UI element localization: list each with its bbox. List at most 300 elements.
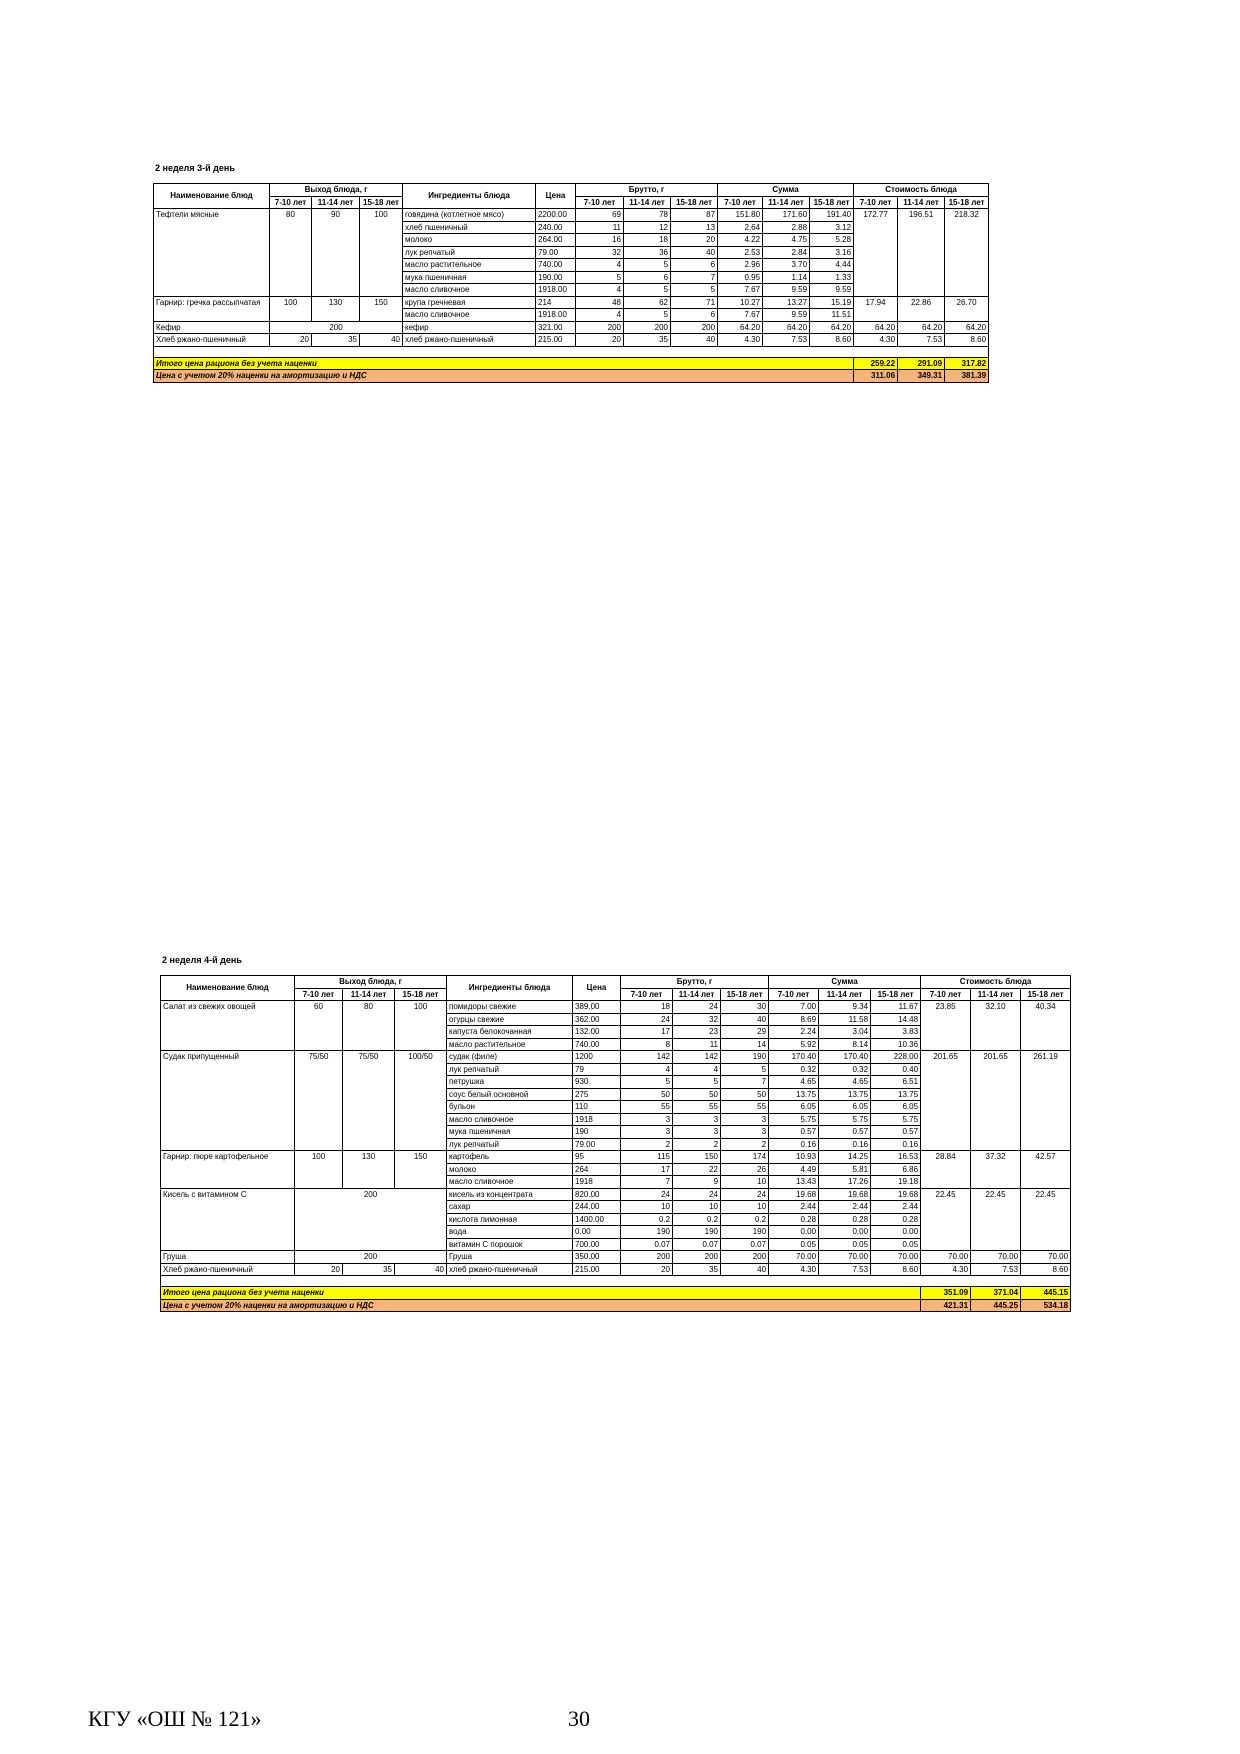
dish-name: Хлеб ржано-пшеничный (154, 334, 270, 347)
sum-value: 0.95 (718, 271, 763, 284)
dish-yield: 200 (295, 1251, 447, 1264)
dish-name: Кефир (154, 321, 270, 334)
dish-cost: 70.00 (921, 1251, 971, 1264)
ingredient-name: хлеб пшеничный (403, 221, 536, 234)
sum-value: 4.49 (769, 1163, 819, 1176)
sum-value: 0.28 (819, 1213, 871, 1226)
sum-value: 7.53 (819, 1263, 871, 1276)
dish-yield: 20 (270, 334, 312, 347)
brutto-value: 4 (576, 309, 624, 322)
ingredient-name: соус белый основной (447, 1088, 573, 1101)
dish-yield: 200 (270, 321, 403, 334)
sum-value: 19.18 (871, 1176, 921, 1189)
brutto-value: 115 (621, 1151, 673, 1164)
brutto-value: 10 (721, 1201, 769, 1214)
sum-value: 4.30 (718, 334, 763, 347)
sum-value: 0.28 (769, 1213, 819, 1226)
ingredient-name: масло сливочное (447, 1113, 573, 1126)
header-age: 11-14 лет (971, 988, 1021, 1001)
header-age: 11-14 лет (898, 196, 945, 209)
ingredient-price: 1918.00 (536, 284, 576, 297)
sum-value: 0.00 (769, 1226, 819, 1239)
dish-cost: 70.00 (1021, 1251, 1071, 1264)
ingredient-price: 79.00 (536, 246, 576, 259)
ingredient-name: кефир (403, 321, 536, 334)
sum-value: 0.16 (871, 1138, 921, 1151)
brutto-value: 0.07 (721, 1238, 769, 1251)
brutto-value: 190 (721, 1226, 769, 1239)
brutto-value: 3 (721, 1113, 769, 1126)
brutto-value: 3 (673, 1126, 721, 1139)
header-age: 15-18 лет (810, 196, 854, 209)
dish-cost: 4.30 (921, 1263, 971, 1276)
sum-value: 16.53 (871, 1151, 921, 1164)
ingredient-price: 79 (573, 1063, 621, 1076)
sum-value: 9.59 (810, 284, 854, 297)
sum-value: 19.68 (769, 1188, 819, 1201)
ingredient-price: 1400.00 (573, 1213, 621, 1226)
brutto-value: 55 (721, 1101, 769, 1114)
dish-cost: 201.65 (971, 1051, 1021, 1151)
brutto-value: 20 (621, 1263, 673, 1276)
sum-value: 3.12 (810, 221, 854, 234)
dish-cost: 64.20 (898, 321, 945, 334)
brutto-value: 20 (576, 334, 624, 347)
sum-value: 0.16 (819, 1138, 871, 1151)
brutto-value: 4 (576, 259, 624, 272)
sum-value: 19.68 (819, 1188, 871, 1201)
total-value: 317.82 (945, 357, 989, 370)
brutto-value: 10 (721, 1176, 769, 1189)
brutto-value: 3 (673, 1113, 721, 1126)
brutto-value: 7 (621, 1176, 673, 1189)
dish-name: Груша (161, 1251, 295, 1264)
brutto-value: 55 (621, 1101, 673, 1114)
header-cost: Стоимость блюда (921, 976, 1071, 989)
dish-cost: 37.32 (971, 1151, 1021, 1189)
ingredient-name: мука пшеничная (447, 1126, 573, 1139)
dish-yield: 80 (270, 209, 312, 297)
brutto-value: 7 (671, 271, 718, 284)
brutto-value: 32 (673, 1013, 721, 1026)
menu-day-4 (160, 955, 1071, 1312)
brutto-value: 22 (673, 1163, 721, 1176)
brutto-value: 5 (624, 309, 671, 322)
dish-name: Хлеб ржано-пшеничный (161, 1263, 295, 1276)
brutto-value: 26 (721, 1163, 769, 1176)
ingredient-name: масло растительное (403, 259, 536, 272)
brutto-value: 200 (624, 321, 671, 334)
brutto-value: 9 (673, 1176, 721, 1189)
brutto-value: 40 (671, 246, 718, 259)
ingredient-price: 2200.00 (536, 209, 576, 222)
sum-value: 4.22 (718, 234, 763, 247)
sum-value: 0.28 (871, 1213, 921, 1226)
menu-table (160, 975, 1071, 1312)
dish-cost: 32.10 (971, 1001, 1021, 1051)
sum-value: 0.57 (769, 1126, 819, 1139)
brutto-value: 40 (721, 1013, 769, 1026)
brutto-value: 23 (673, 1026, 721, 1039)
total-value: 351.09 (921, 1287, 971, 1300)
table-row (154, 321, 989, 334)
sum-value: 9.59 (763, 284, 810, 297)
sum-value: 0.57 (819, 1126, 871, 1139)
table-row (154, 296, 989, 309)
ingredient-name: бульон (447, 1101, 573, 1114)
header-age: 11-14 лет (624, 196, 671, 209)
brutto-value: 200 (671, 321, 718, 334)
brutto-value: 200 (621, 1251, 673, 1264)
brutto-value: 71 (671, 296, 718, 309)
ingredient-price: 264.00 (536, 234, 576, 247)
sum-value: 7.67 (718, 284, 763, 297)
dish-cost: 8.60 (945, 334, 989, 347)
ingredient-price: 95 (573, 1151, 621, 1164)
brutto-value: 29 (721, 1026, 769, 1039)
sum-value: 5.28 (810, 234, 854, 247)
menu-table (153, 183, 989, 383)
sum-value: 2.88 (763, 221, 810, 234)
dish-cost: 218.32 (945, 209, 989, 297)
sum-value: 0.00 (871, 1226, 921, 1239)
day-title: 2 неделя 3-й день (155, 163, 235, 173)
brutto-value: 40 (721, 1263, 769, 1276)
sum-value: 8.14 (819, 1038, 871, 1051)
sum-value: 0.05 (769, 1238, 819, 1251)
brutto-value: 4 (576, 284, 624, 297)
sum-value: 3.04 (819, 1026, 871, 1039)
brutto-value: 24 (673, 1188, 721, 1201)
header-age: 11-14 лет (673, 988, 721, 1001)
sum-value: 14.25 (819, 1151, 871, 1164)
menu-day-3 (153, 163, 989, 383)
total-label: Итого цена рациона без учета наценки (154, 357, 854, 370)
dish-yield: 150 (360, 296, 403, 321)
brutto-value: 0.2 (721, 1213, 769, 1226)
dish-yield: 130 (312, 296, 360, 321)
sum-value: 6.86 (871, 1163, 921, 1176)
sum-value: 5.75 (871, 1113, 921, 1126)
header-age: 15-18 лет (360, 196, 403, 209)
brutto-value: 0.2 (673, 1213, 721, 1226)
ingredient-price: 740.00 (573, 1038, 621, 1051)
sum-value: 11.58 (819, 1013, 871, 1026)
brutto-value: 50 (621, 1088, 673, 1101)
sum-value: 10.93 (769, 1151, 819, 1164)
brutto-value: 6 (671, 259, 718, 272)
brutto-value: 18 (621, 1001, 673, 1014)
brutto-value: 7 (721, 1076, 769, 1089)
table-row (161, 1251, 1071, 1264)
ingredient-name: кислота лимонная (447, 1213, 573, 1226)
brutto-value: 17 (621, 1163, 673, 1176)
sum-value: 19.68 (871, 1188, 921, 1201)
ingredient-price: 240.00 (536, 221, 576, 234)
sum-value: 4.65 (819, 1076, 871, 1089)
brutto-value: 0.2 (621, 1213, 673, 1226)
sum-value: 13.43 (769, 1176, 819, 1189)
dish-cost: 201.65 (921, 1051, 971, 1151)
brutto-value: 30 (721, 1001, 769, 1014)
header-age: 15-18 лет (395, 988, 447, 1001)
header-name: Наименование блюд (161, 976, 295, 1001)
sum-value: 8.60 (810, 334, 854, 347)
dish-yield: 35 (312, 334, 360, 347)
brutto-value: 48 (576, 296, 624, 309)
dish-name: Гарнир: пюре картофельное (161, 1151, 295, 1189)
ingredient-name: капуста белокочанная (447, 1026, 573, 1039)
sum-value: 170.40 (819, 1051, 871, 1064)
dish-yield: 100 (360, 209, 403, 297)
brutto-value: 4 (621, 1063, 673, 1076)
brutto-value: 69 (576, 209, 624, 222)
brutto-value: 17 (621, 1026, 673, 1039)
brutto-value: 87 (671, 209, 718, 222)
ingredient-name: масло растительное (447, 1038, 573, 1051)
dish-cost: 22.45 (1021, 1188, 1071, 1251)
ingredient-name: помидоры свежие (447, 1001, 573, 1014)
sum-value: 8.69 (769, 1013, 819, 1026)
vat-value: 311.06 (854, 370, 898, 383)
sum-value: 2.44 (871, 1201, 921, 1214)
total-value: 371.04 (971, 1287, 1021, 1300)
spacer-row (154, 346, 989, 357)
brutto-value: 4 (673, 1063, 721, 1076)
dish-name: Салат из свежих овощей (161, 1001, 295, 1051)
brutto-value: 2 (721, 1138, 769, 1151)
sum-value: 6.05 (871, 1101, 921, 1114)
header-age: 7-10 лет (576, 196, 624, 209)
ingredient-price: 362.00 (573, 1013, 621, 1026)
ingredient-name: мука пшеничная (403, 271, 536, 284)
brutto-value: 5 (576, 271, 624, 284)
sum-value: 5.75 (769, 1113, 819, 1126)
dish-name: Судак припущенный (161, 1051, 295, 1151)
brutto-value: 16 (576, 234, 624, 247)
ingredient-name: Груша (447, 1251, 573, 1264)
ingredient-name: масло сливочное (403, 284, 536, 297)
vat-value: 421.31 (921, 1299, 971, 1312)
total-label: Итого цена рациона без учета наценки (161, 1287, 921, 1300)
ingredient-price: 214 (536, 296, 576, 309)
dish-cost: 64.20 (945, 321, 989, 334)
brutto-value: 5 (671, 284, 718, 297)
brutto-value: 174 (721, 1151, 769, 1164)
brutto-value: 5 (673, 1076, 721, 1089)
total-value: 445.15 (1021, 1287, 1071, 1300)
header-age: 15-18 лет (671, 196, 718, 209)
dish-cost: 22.86 (898, 296, 945, 321)
brutto-value: 12 (624, 221, 671, 234)
dish-yield: 100/50 (395, 1051, 447, 1151)
sum-value: 2.84 (763, 246, 810, 259)
brutto-value: 40 (671, 334, 718, 347)
header-age: 15-18 лет (1021, 988, 1071, 1001)
header-name: Наименование блюд (154, 184, 270, 209)
dish-yield: 75/50 (343, 1051, 395, 1151)
dish-cost: 42.57 (1021, 1151, 1071, 1189)
sum-value: 64.20 (810, 321, 854, 334)
ingredient-price: 1200 (573, 1051, 621, 1064)
sum-value: 7.53 (763, 334, 810, 347)
dish-name: Тефтели мясные (154, 209, 270, 297)
dish-yield: 35 (343, 1263, 395, 1276)
brutto-value: 190 (721, 1051, 769, 1064)
brutto-value: 3 (721, 1126, 769, 1139)
ingredient-price: 321.00 (536, 321, 576, 334)
ingredient-price: 1918 (573, 1176, 621, 1189)
brutto-value: 3 (621, 1113, 673, 1126)
sum-value: 2.44 (819, 1201, 871, 1214)
sum-value: 191.40 (810, 209, 854, 222)
table-row (161, 1001, 1071, 1014)
sum-value: 5.92 (769, 1038, 819, 1051)
ingredient-name: хлеб ржано-пшеничный (403, 334, 536, 347)
sum-value: 170.40 (769, 1051, 819, 1064)
brutto-value: 35 (673, 1263, 721, 1276)
dish-cost: 26.70 (945, 296, 989, 321)
ingredient-name: петрушка (447, 1076, 573, 1089)
sum-value: 2.64 (718, 221, 763, 234)
header-cost: Стоимость блюда (854, 184, 989, 197)
brutto-value: 24 (621, 1188, 673, 1201)
sum-value: 9.34 (819, 1001, 871, 1014)
table-row (154, 334, 989, 347)
dish-cost: 172.77 (854, 209, 898, 297)
sum-value: 5.81 (819, 1163, 871, 1176)
dish-cost: 261.19 (1021, 1051, 1071, 1151)
brutto-value: 200 (721, 1251, 769, 1264)
brutto-value: 5 (621, 1076, 673, 1089)
ingredient-name: молоко (447, 1163, 573, 1176)
sum-value: 5.75 (819, 1113, 871, 1126)
brutto-value: 5 (624, 284, 671, 297)
brutto-value: 3 (621, 1126, 673, 1139)
vat-label: Цена с учетом 20% наценки на амортизацию и НДС (161, 1299, 921, 1312)
brutto-value: 142 (673, 1051, 721, 1064)
brutto-value: 8 (621, 1038, 673, 1051)
ingredient-price: 110 (573, 1101, 621, 1114)
ingredient-price: 1918 (573, 1113, 621, 1126)
brutto-value: 62 (624, 296, 671, 309)
dish-cost: 22.45 (971, 1188, 1021, 1251)
dish-cost: 4.30 (854, 334, 898, 347)
brutto-value: 11 (673, 1038, 721, 1051)
sum-value: 228.00 (871, 1051, 921, 1064)
brutto-value: 6 (671, 309, 718, 322)
dish-yield: 90 (312, 209, 360, 297)
ingredient-name: огурцы свежие (447, 1013, 573, 1026)
sum-value: 3.70 (763, 259, 810, 272)
sum-value: 17.26 (819, 1176, 871, 1189)
ingredient-name: масло сливочное (447, 1176, 573, 1189)
ingredient-price: 350.00 (573, 1251, 621, 1264)
brutto-value: 55 (673, 1101, 721, 1114)
ingredient-name: лук репчатый (447, 1138, 573, 1151)
day-title: 2 неделя 4-й день (162, 955, 242, 965)
dish-cost: 17.94 (854, 296, 898, 321)
dish-yield: 100 (270, 296, 312, 321)
table-row (161, 1151, 1071, 1164)
brutto-value: 190 (621, 1226, 673, 1239)
header-yield: Выход блюда, г (270, 184, 403, 197)
dish-yield: 75/50 (295, 1051, 343, 1151)
dish-cost: 40.34 (1021, 1001, 1071, 1051)
sum-value: 4.44 (810, 259, 854, 272)
ingredient-name: картофель (447, 1151, 573, 1164)
dish-yield: 150 (395, 1151, 447, 1189)
sum-value: 4.30 (769, 1263, 819, 1276)
ingredient-name: крупа гречневая (403, 296, 536, 309)
sum-value: 13.75 (769, 1088, 819, 1101)
header-age: 11-14 лет (763, 196, 810, 209)
header-brutto: Брутто, г (576, 184, 718, 197)
ingredient-name: говядина (котлетное мясо) (403, 209, 536, 222)
sum-value: 13.75 (819, 1088, 871, 1101)
ingredient-price: 820.00 (573, 1188, 621, 1201)
header-age: 7-10 лет (921, 988, 971, 1001)
dish-cost: 22.45 (921, 1188, 971, 1251)
sum-value: 4.65 (769, 1076, 819, 1089)
ingredient-price: 389.00 (573, 1001, 621, 1014)
brutto-value: 13 (671, 221, 718, 234)
ingredient-name: витамин С порошок (447, 1238, 573, 1251)
sum-value: 10.36 (871, 1038, 921, 1051)
ingredient-name: хлеб ржано-пшеничный (447, 1263, 573, 1276)
sum-value: 70.00 (769, 1251, 819, 1264)
brutto-value: 11 (576, 221, 624, 234)
dish-cost: 7.53 (971, 1263, 1021, 1276)
brutto-value: 20 (671, 234, 718, 247)
vat-value: 381.39 (945, 370, 989, 383)
ingredient-name: сахар (447, 1201, 573, 1214)
header-brutto: Брутто, г (621, 976, 769, 989)
brutto-value: 200 (576, 321, 624, 334)
spacer-row (161, 1276, 1071, 1287)
sum-value: 1.14 (763, 271, 810, 284)
ingredient-price: 275 (573, 1088, 621, 1101)
ingredient-price: 700.00 (573, 1238, 621, 1251)
sum-value: 0.16 (769, 1138, 819, 1151)
dish-yield: 60 (295, 1001, 343, 1051)
brutto-value: 6 (624, 271, 671, 284)
ingredient-name: лук репчатый (403, 246, 536, 259)
sum-value: 0.05 (819, 1238, 871, 1251)
brutto-value: 10 (621, 1201, 673, 1214)
sum-value: 11.51 (810, 309, 854, 322)
brutto-value: 36 (624, 246, 671, 259)
sum-value: 10.27 (718, 296, 763, 309)
header-age: 11-14 лет (819, 988, 871, 1001)
sum-value: 2.24 (769, 1026, 819, 1039)
sum-value: 171.60 (763, 209, 810, 222)
header-ingredients: Ингредиенты блюда (403, 184, 536, 209)
ingredient-price: 79.00 (573, 1138, 621, 1151)
header-age: 11-14 лет (343, 988, 395, 1001)
sum-value: 64.20 (718, 321, 763, 334)
sum-value: 2.44 (769, 1201, 819, 1214)
sum-value: 70.00 (819, 1251, 871, 1264)
header-sum: Сумма (718, 184, 854, 197)
table-row (154, 209, 989, 222)
page-number: 30 (568, 1706, 590, 1731)
brutto-value: 32 (576, 246, 624, 259)
ingredient-name: масло сливочное (403, 309, 536, 322)
dish-cost: 28.84 (921, 1151, 971, 1189)
ingredient-name: кисель из концентрата (447, 1188, 573, 1201)
sum-value: 6.51 (871, 1076, 921, 1089)
